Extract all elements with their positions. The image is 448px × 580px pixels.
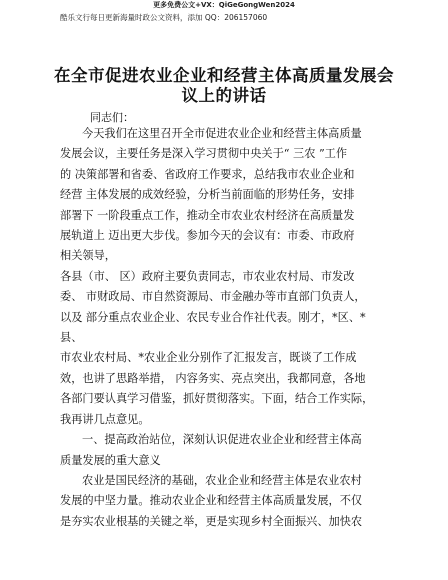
body-line: 市农业农村局、*农业企业分别作了汇报发言，既谈了工作成: [60, 351, 357, 365]
body-line: 县、: [60, 331, 83, 345]
greeting: 同志们：: [90, 111, 134, 124]
body-line: 效，也讲了思路举措， 内容务实、亮点突出，我都同意，各地: [60, 371, 366, 385]
header-line: 酷乐文行每日更新海量时政公文资料，添加 QQ：206157060: [60, 13, 268, 22]
body-line: 发展的中坚力量。推动农业企业和经营主体高质量发展，不仅: [60, 494, 363, 508]
body-line: 经营 主体发展的成效经验，分析当前面临的形势任务，安排: [60, 188, 355, 202]
body-text: [60, 124, 390, 532]
section-heading: 一、提高政治站位，深刻认识促进农业企业和经营主体高: [82, 433, 362, 447]
body-line: 部署下 一阶段重点工作，推动全市农业农村经济在高质量发: [60, 208, 355, 222]
body-line: 发展会议，主要任务是深入学习贯彻中央关于“ 三农 ”工作: [60, 147, 348, 161]
body-line: 是夯实农业根基的关键之举，更是实现乡村全面振兴、加快农: [60, 514, 363, 528]
title-line-1: 在全市促进农业企业和经营主体高质量发展会: [54, 66, 394, 85]
body-line: 委、 市财政局、市自然资源局、市金融办等市直部门负责人，: [60, 290, 366, 304]
body-line: 今天我们在这里召开全市促进农业企业和经营主体高质量: [82, 127, 362, 140]
body-line: 我再讲几点意见。: [60, 412, 150, 426]
body-line: 各部门要认真学习借鉴，抓好贯彻落实。下面，结合工作实际，: [60, 392, 374, 406]
page-title: [30, 66, 418, 106]
body-line: 的 决策部署和省委、省政府工作要求，总结我市农业企业和: [60, 167, 355, 181]
body-line: 相关领导，: [60, 249, 116, 263]
body-line: 展轨道上 迈出更大步伐。参加今天的会议有：市委、市政府: [60, 229, 355, 243]
body-line: 各县（市、 区）政府主要负责同志，市农业农村局、市发改: [60, 269, 355, 283]
body-line: 以及 部分重点农业企业、农民专业合作社代表。刚才，*区、*: [60, 310, 366, 324]
body-line: 农业是国民经济的基础，农业企业和经营主体是农业农村: [82, 473, 362, 487]
top-banner: 更多免费公文+VX：QiGeGongWen2024: [153, 1, 295, 9]
title-line-2: 议上的讲话: [181, 86, 267, 105]
section-heading-cont: 质量发展的重大意义: [60, 453, 161, 467]
